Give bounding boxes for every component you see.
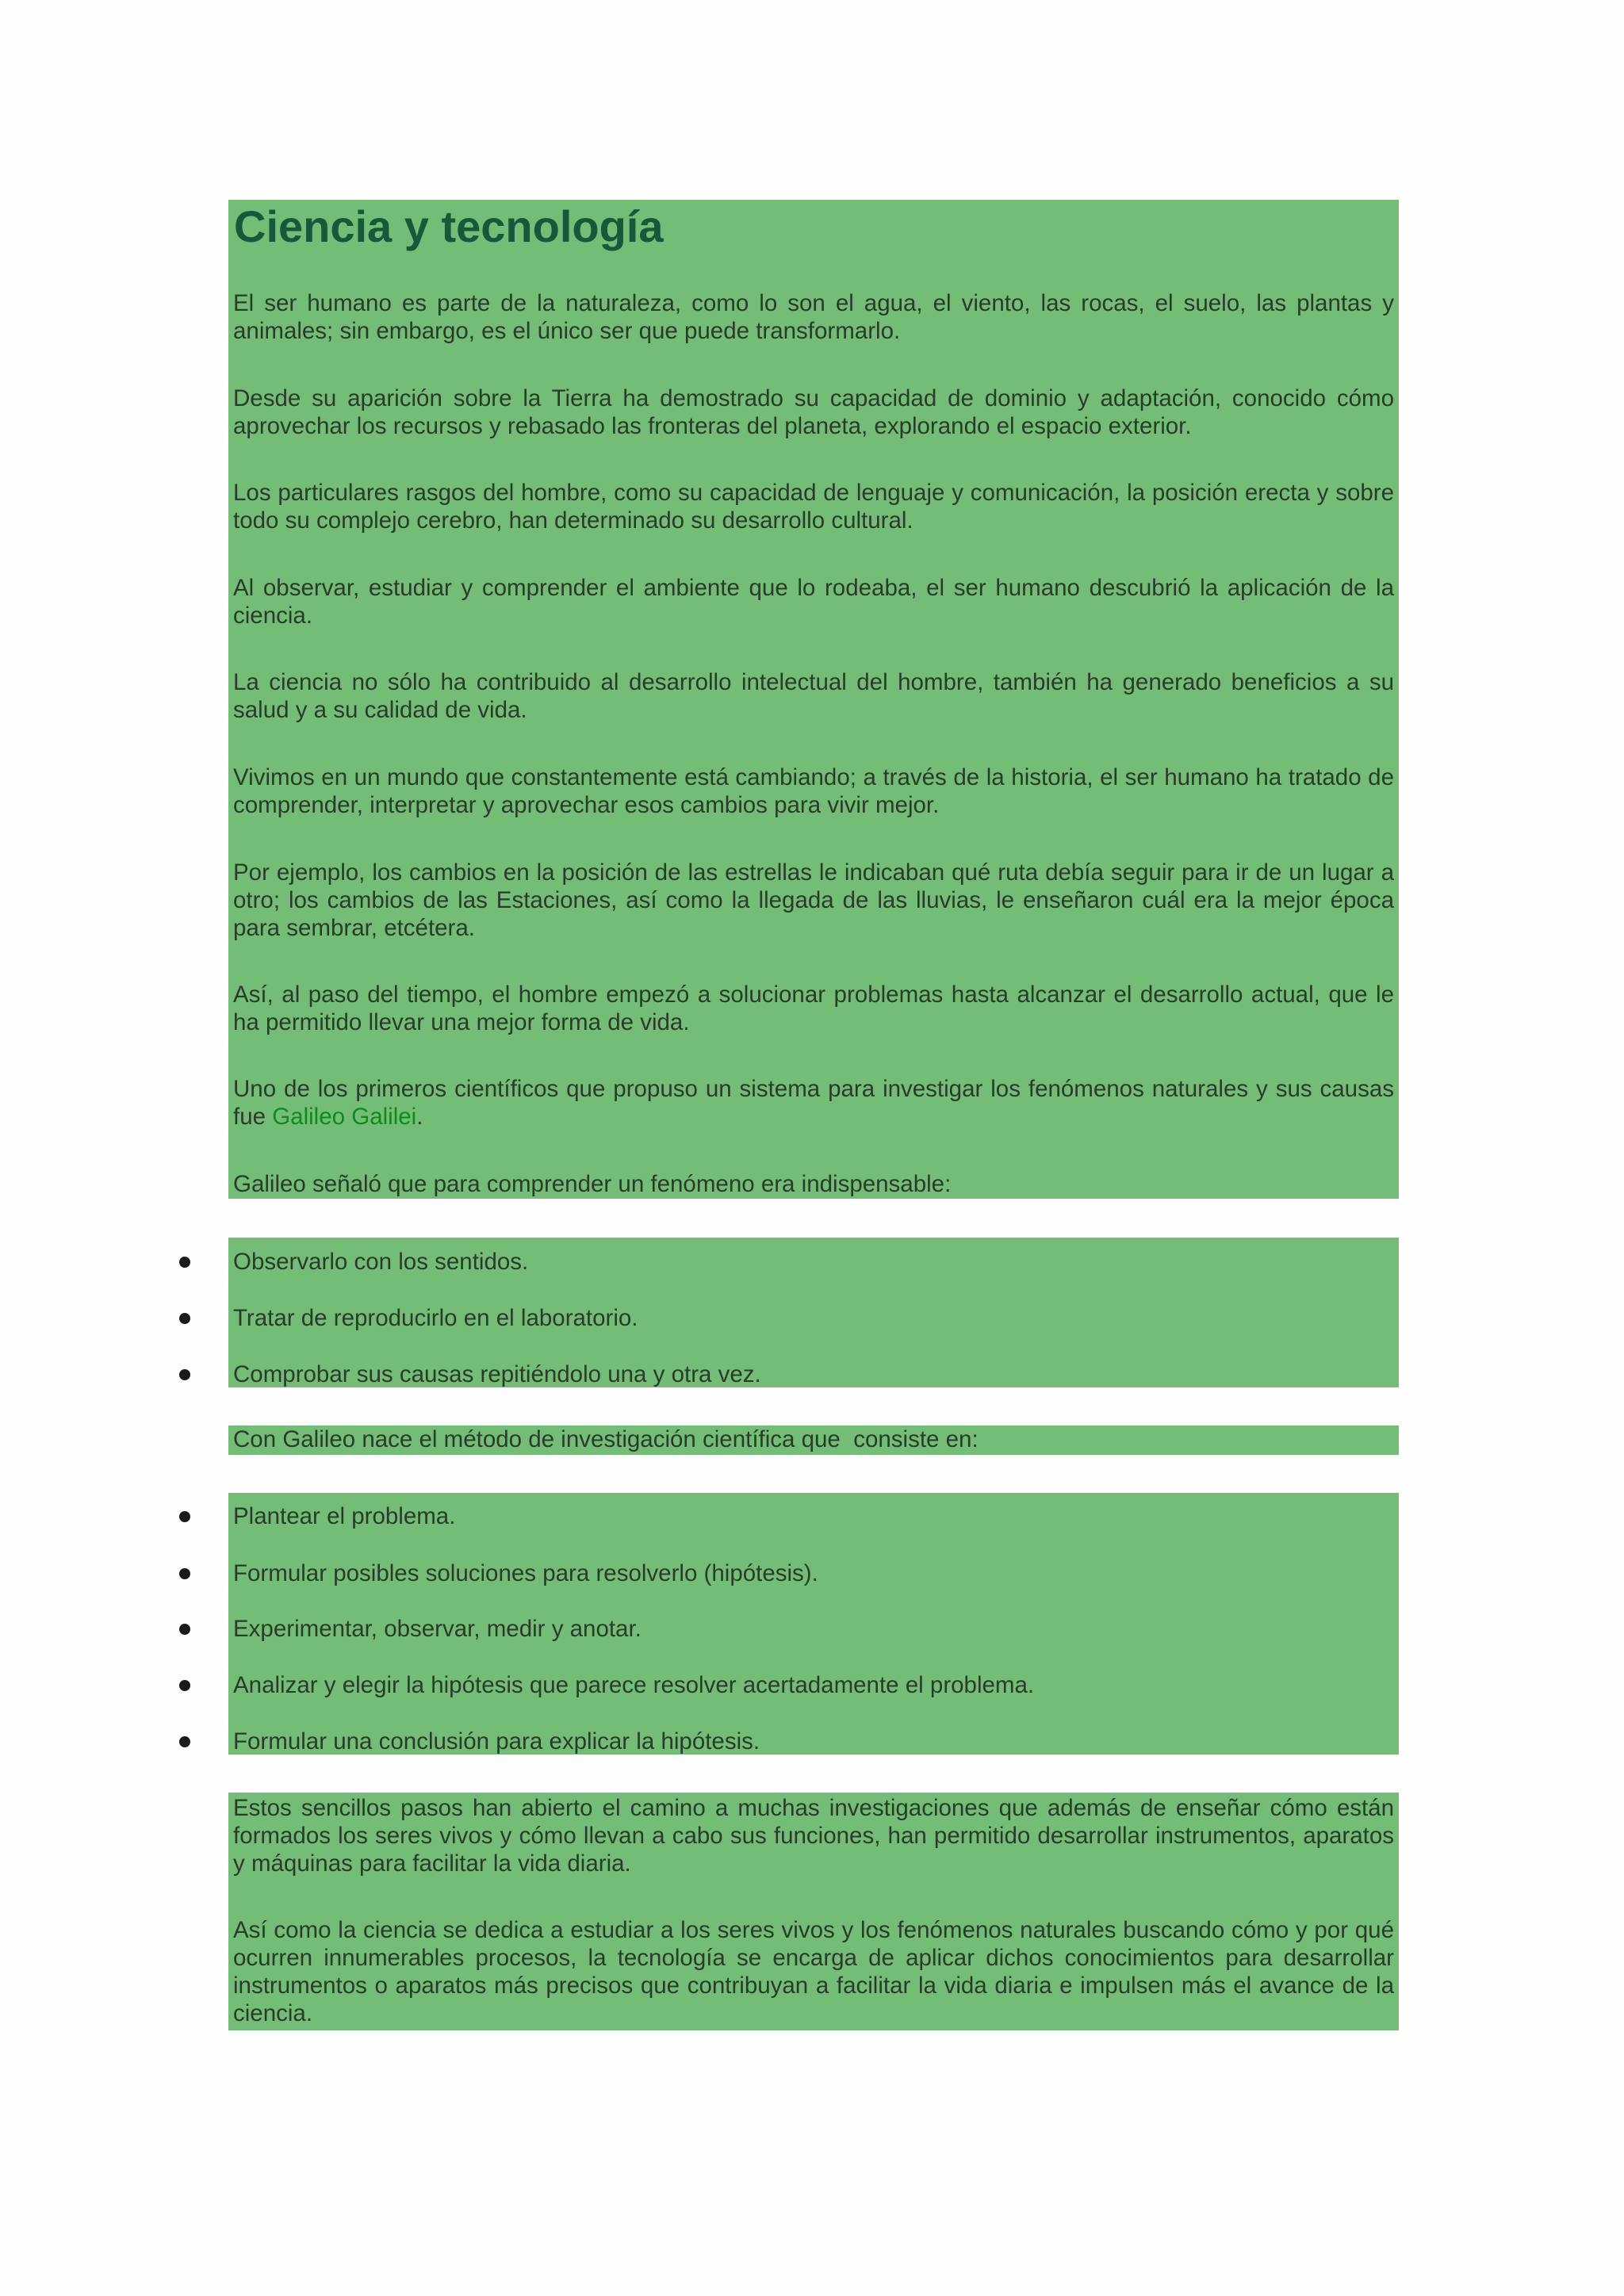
paragraph: El ser humano es parte de la naturaleza, como lo son el agua, el viento, las rocas, el suelo, las plantas y animales; sin embargo, es el único ser que puede transformarlo.	[233, 290, 1394, 344]
method-intro-section	[228, 1425, 1399, 1455]
list-item-text: Analizar y elegir la hipótesis que parece resolver acertadamente el problema.	[233, 1672, 1035, 1698]
list-item-text: Tratar de reproducirlo en el laboratorio.	[233, 1305, 638, 1331]
list-item-text: Plantear el problema.	[233, 1503, 456, 1529]
bullet-icon	[179, 1680, 190, 1691]
bullet-icon	[179, 1736, 190, 1747]
list-item-text: Observarlo con los sentidos.	[233, 1249, 529, 1275]
bullet-icon	[179, 1257, 190, 1268]
bullet-icon	[179, 1624, 190, 1635]
list-item-text: Formular posibles soluciones para resolverlo (hipótesis).	[233, 1560, 818, 1586]
method-intro: Con Galileo nace el método de investigación científica que consiste en:	[233, 1426, 979, 1452]
page-title: Ciencia y tecnología	[234, 201, 664, 251]
list-item-text: Formular una conclusión para explicar la hipótesis.	[233, 1728, 760, 1755]
list-item-text: Comprobar sus causas repitiéndolo una y otra vez.	[233, 1361, 761, 1387]
paragraph: Por ejemplo, los cambios en la posición de las estrellas le indicaban qué ruta debía seguir para ir de un lugar a otro; los cambios de las Estaciones, así como la llegada de las lluvias, le enseñaron cuál era la mejor época para sembrar, etcétera.	[233, 859, 1394, 941]
paragraph: Así, al paso del tiempo, el hombre empezó a solucionar problemas hasta alcanzar el desarrollo actual, que le ha permitido llevar una mejor forma de vida.	[233, 982, 1394, 1035]
galileo-paragraph-end: .	[416, 1104, 423, 1130]
galileo-paragraph-text: Uno de los primeros científicos que propuso un sistema para investigar los fenómenos naturales y sus causas fue	[233, 1076, 1394, 1130]
bullet-icon	[179, 1568, 190, 1579]
closing-section	[228, 1793, 1399, 2030]
intro-section	[228, 200, 1399, 1199]
bullet-icon	[179, 1313, 190, 1324]
bullet-icon	[179, 1511, 190, 1522]
paragraph: Desde su aparición sobre la Tierra ha demostrado su capacidad de dominio y adaptación, conocido cómo aprovechar los recursos y rebasado las fronteras del planeta, explorando el espacio exterior.	[233, 385, 1394, 439]
paragraph: La ciencia no sólo ha contribuido al desarrollo intelectual del hombre, también ha generado beneficios a su salud y a su calidad de vida.	[233, 669, 1394, 723]
paragraph: Así como la ciencia se dedica a estudiar a los seres vivos y los fenómenos naturales buscando cómo y por qué ocurren innumerables procesos, la tecnología se encarga de aplicar dichos conocimientos para desarrollar instrumentos o aparatos más precisos que contribuyan a facilitar la vida diaria e impulsen más el avance de la ciencia.	[233, 1917, 1394, 2026]
paragraph: Al observar, estudiar y comprender el ambiente que lo rodeaba, el ser humano descubrió la aplicación de la ciencia.	[233, 575, 1394, 629]
galileo-paragraph	[233, 1075, 1394, 1131]
list-item-text: Experimentar, observar, medir y anotar.	[233, 1616, 642, 1642]
paragraph: Vivimos en un mundo que constantemente está cambiando; a través de la historia, el ser humano ha tratado de comprender, interpretar y aprovechar esos cambios para vivir mejor.	[233, 764, 1394, 818]
galileo-link[interactable]: Galileo Galilei	[272, 1104, 417, 1130]
paragraph: Estos sencillos pasos han abierto el camino a muchas investigaciones que además de enseñar cómo están formados los seres vivos y cómo llevan a cabo sus funciones, han permitido desarrollar instrumentos, aparatos y máquinas para facilitar la vida diaria.	[233, 1795, 1394, 1877]
galileo-intro: Galileo señaló que para comprender un fenómeno era indispensable:	[233, 1171, 952, 1197]
bullet-icon	[179, 1369, 190, 1380]
paragraph: Los particulares rasgos del hombre, como su capacidad de lenguaje y comunicación, la posición erecta y sobre todo su complejo cerebro, han determinado su desarrollo cultural.	[233, 480, 1394, 534]
